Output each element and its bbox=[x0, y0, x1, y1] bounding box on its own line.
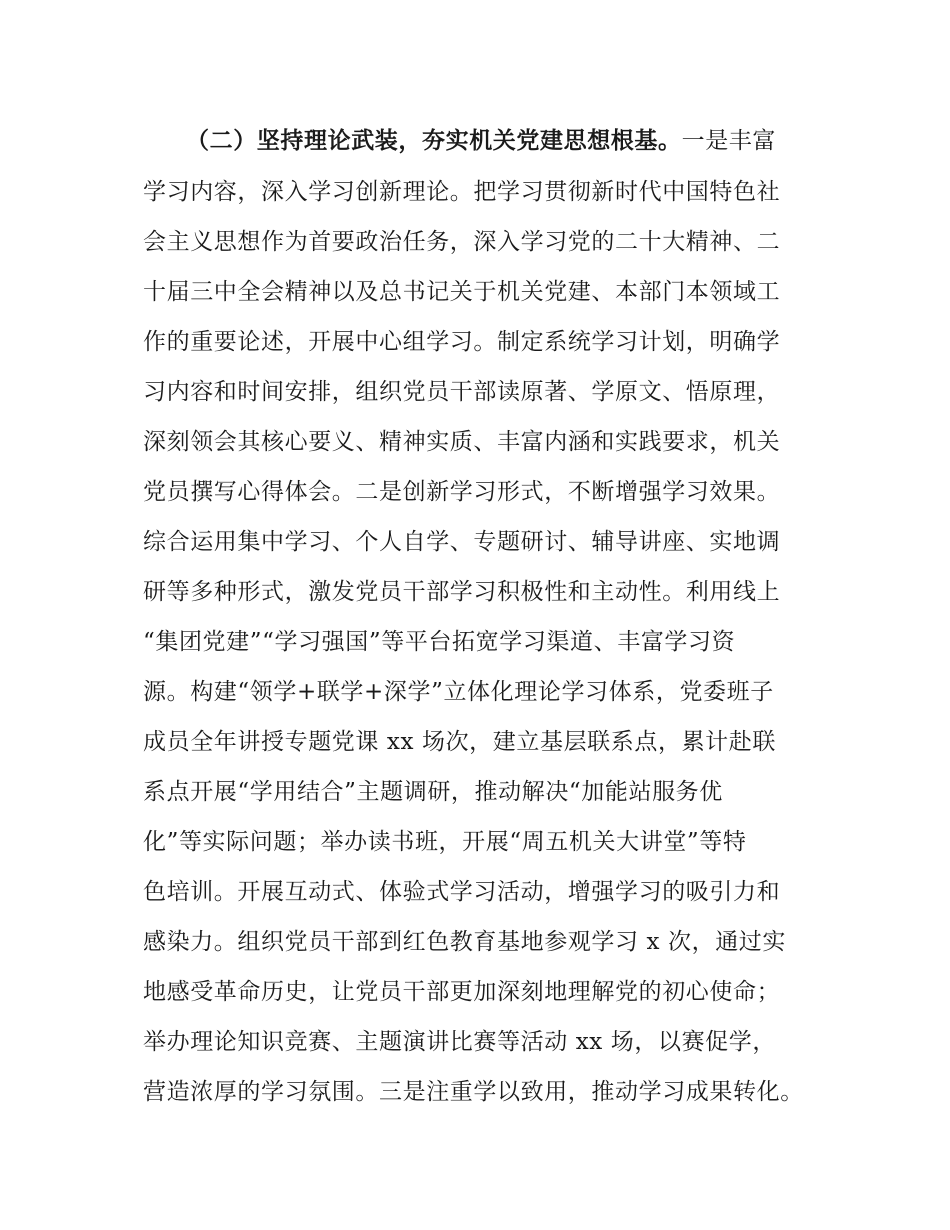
line-text: 一是丰富 bbox=[681, 128, 777, 154]
paragraph-line-15: 化”等实际问题；举办读书班，开展“周五机关大讲堂”等特 bbox=[143, 829, 747, 855]
paragraph-line-19: 举办理论知识竞赛、主题演讲比赛等活动 xx 场，以赛促学， bbox=[143, 1029, 776, 1055]
paragraph-line-13: 成员全年讲授专题党课 xx 场次，建立基层联系点，累计赴联 bbox=[143, 729, 776, 755]
paragraph-line-1 bbox=[186, 124, 776, 158]
paragraph-line-6: 习内容和时间安排，组织党员干部读原著、学原文、悟原理， bbox=[143, 379, 781, 405]
paragraph-line-8: 党员撰写心得体会。二是创新学习形式，不断增强学习效果。 bbox=[143, 479, 781, 505]
paragraph-line-11: “集团党建”“学习强国”等平台拓宽学习渠道、丰富学习资 bbox=[143, 629, 736, 655]
paragraph-line-12: 源。构建“领学+联学+深学”立体化理论学习体系，党委班子 bbox=[143, 679, 774, 705]
paragraph-line-3: 会主义思想作为首要政治任务，深入学习党的二十大精神、二 bbox=[143, 229, 781, 255]
paragraph-line-17: 感染力。组织党员干部到红色教育基地参观学习 x 次，通过实 bbox=[143, 929, 786, 955]
paragraph-line-9: 综合运用集中学习、个人自学、专题研讨、辅导讲座、实地调 bbox=[143, 529, 781, 555]
paragraph-line-20: 营造浓厚的学习氛围。三是注重学以致用，推动学习成果转化。 bbox=[143, 1079, 804, 1105]
paragraph-line-7: 深刻领会其核心要义、精神实质、丰富内涵和实践要求，机关 bbox=[143, 429, 781, 455]
paragraph-line-14: 系点开展“学用结合”主题调研，推动解决“加能站服务优 bbox=[143, 779, 723, 805]
paragraph-line-2: 学习内容，深入学习创新理论。把学习贯彻新时代中国特色社 bbox=[143, 179, 781, 205]
paragraph-line-4: 十届三中全会精神以及总书记关于机关党建、本部门本领域工 bbox=[143, 279, 781, 305]
paragraph-line-18: 地感受革命历史，让党员干部更加深刻地理解党的初心使命； bbox=[143, 979, 781, 1005]
paragraph-line-5: 作的重要论述，开展中心组学习。制定系统学习计划，明确学 bbox=[143, 329, 781, 355]
paragraph-line-10: 研等多种形式，激发党员干部学习积极性和主动性。利用线上 bbox=[143, 579, 781, 605]
section-heading: （二）坚持理论武装，夯实机关党建思想根基。 bbox=[186, 127, 682, 154]
paragraph-line-16: 色培训。开展互动式、体验式学习活动，增强学习的吸引力和 bbox=[143, 879, 781, 905]
